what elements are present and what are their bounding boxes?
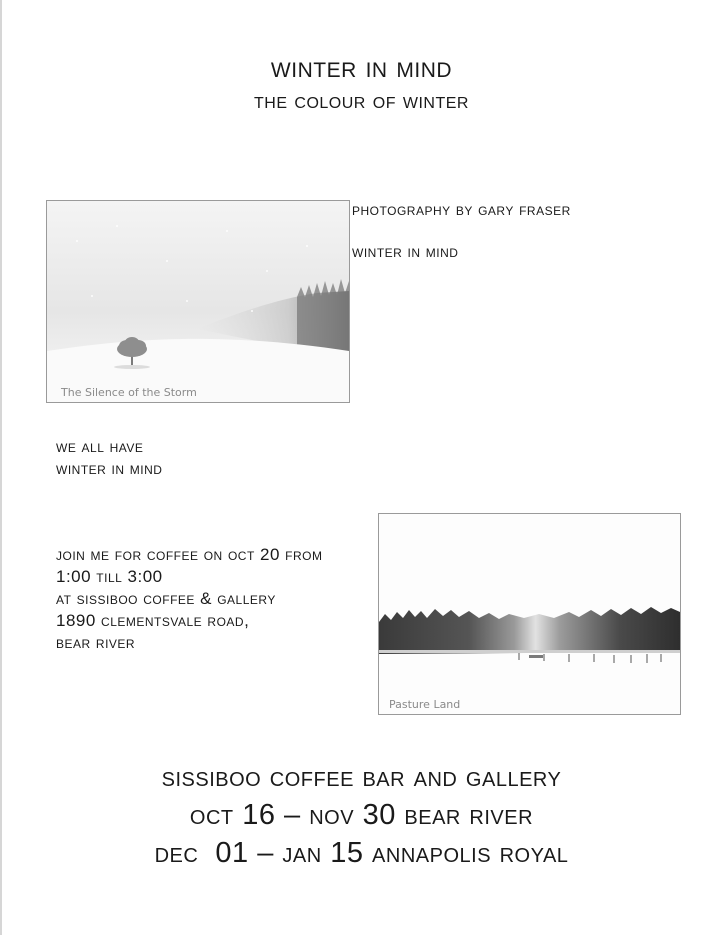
page-subtitle: the colour of winter: [254, 87, 469, 113]
event-details: [0, 758, 723, 872]
pasture-treeline-image: [379, 514, 680, 714]
invitation-block: [56, 544, 322, 654]
page-title: winter in mind: [270, 51, 453, 84]
photo-silence-of-the-storm: [46, 200, 350, 403]
photo-caption: The Silence of the Storm: [61, 386, 197, 399]
date-line: oct 16 – nov 30 bear river: [189, 799, 534, 831]
message-line: winter in mind: [56, 459, 163, 478]
snowy-field-tree-image: [47, 201, 349, 402]
venue-line: sissiboo coffee bar and gallery: [161, 761, 562, 793]
photo-pasture-land: [378, 513, 681, 715]
invitation-line: 1:00 till 3:00: [56, 567, 163, 586]
photo-caption: Pasture Land: [389, 698, 461, 711]
invitation-line: 1890 clementsvale road,: [56, 611, 250, 630]
message-line: we all have: [56, 437, 144, 456]
series-name: winter in mind: [352, 242, 459, 261]
invitation-line: bear river: [56, 633, 136, 652]
date-line: dec 01 – jan 15 annapolis royal: [154, 837, 569, 869]
message-block: [56, 436, 162, 480]
invitation-line: at sissiboo coffee & gallery: [56, 589, 276, 608]
invitation-line: join me for coffee on oct 20 from: [56, 545, 323, 564]
photographer-credit: photography by gary fraser: [352, 200, 571, 219]
